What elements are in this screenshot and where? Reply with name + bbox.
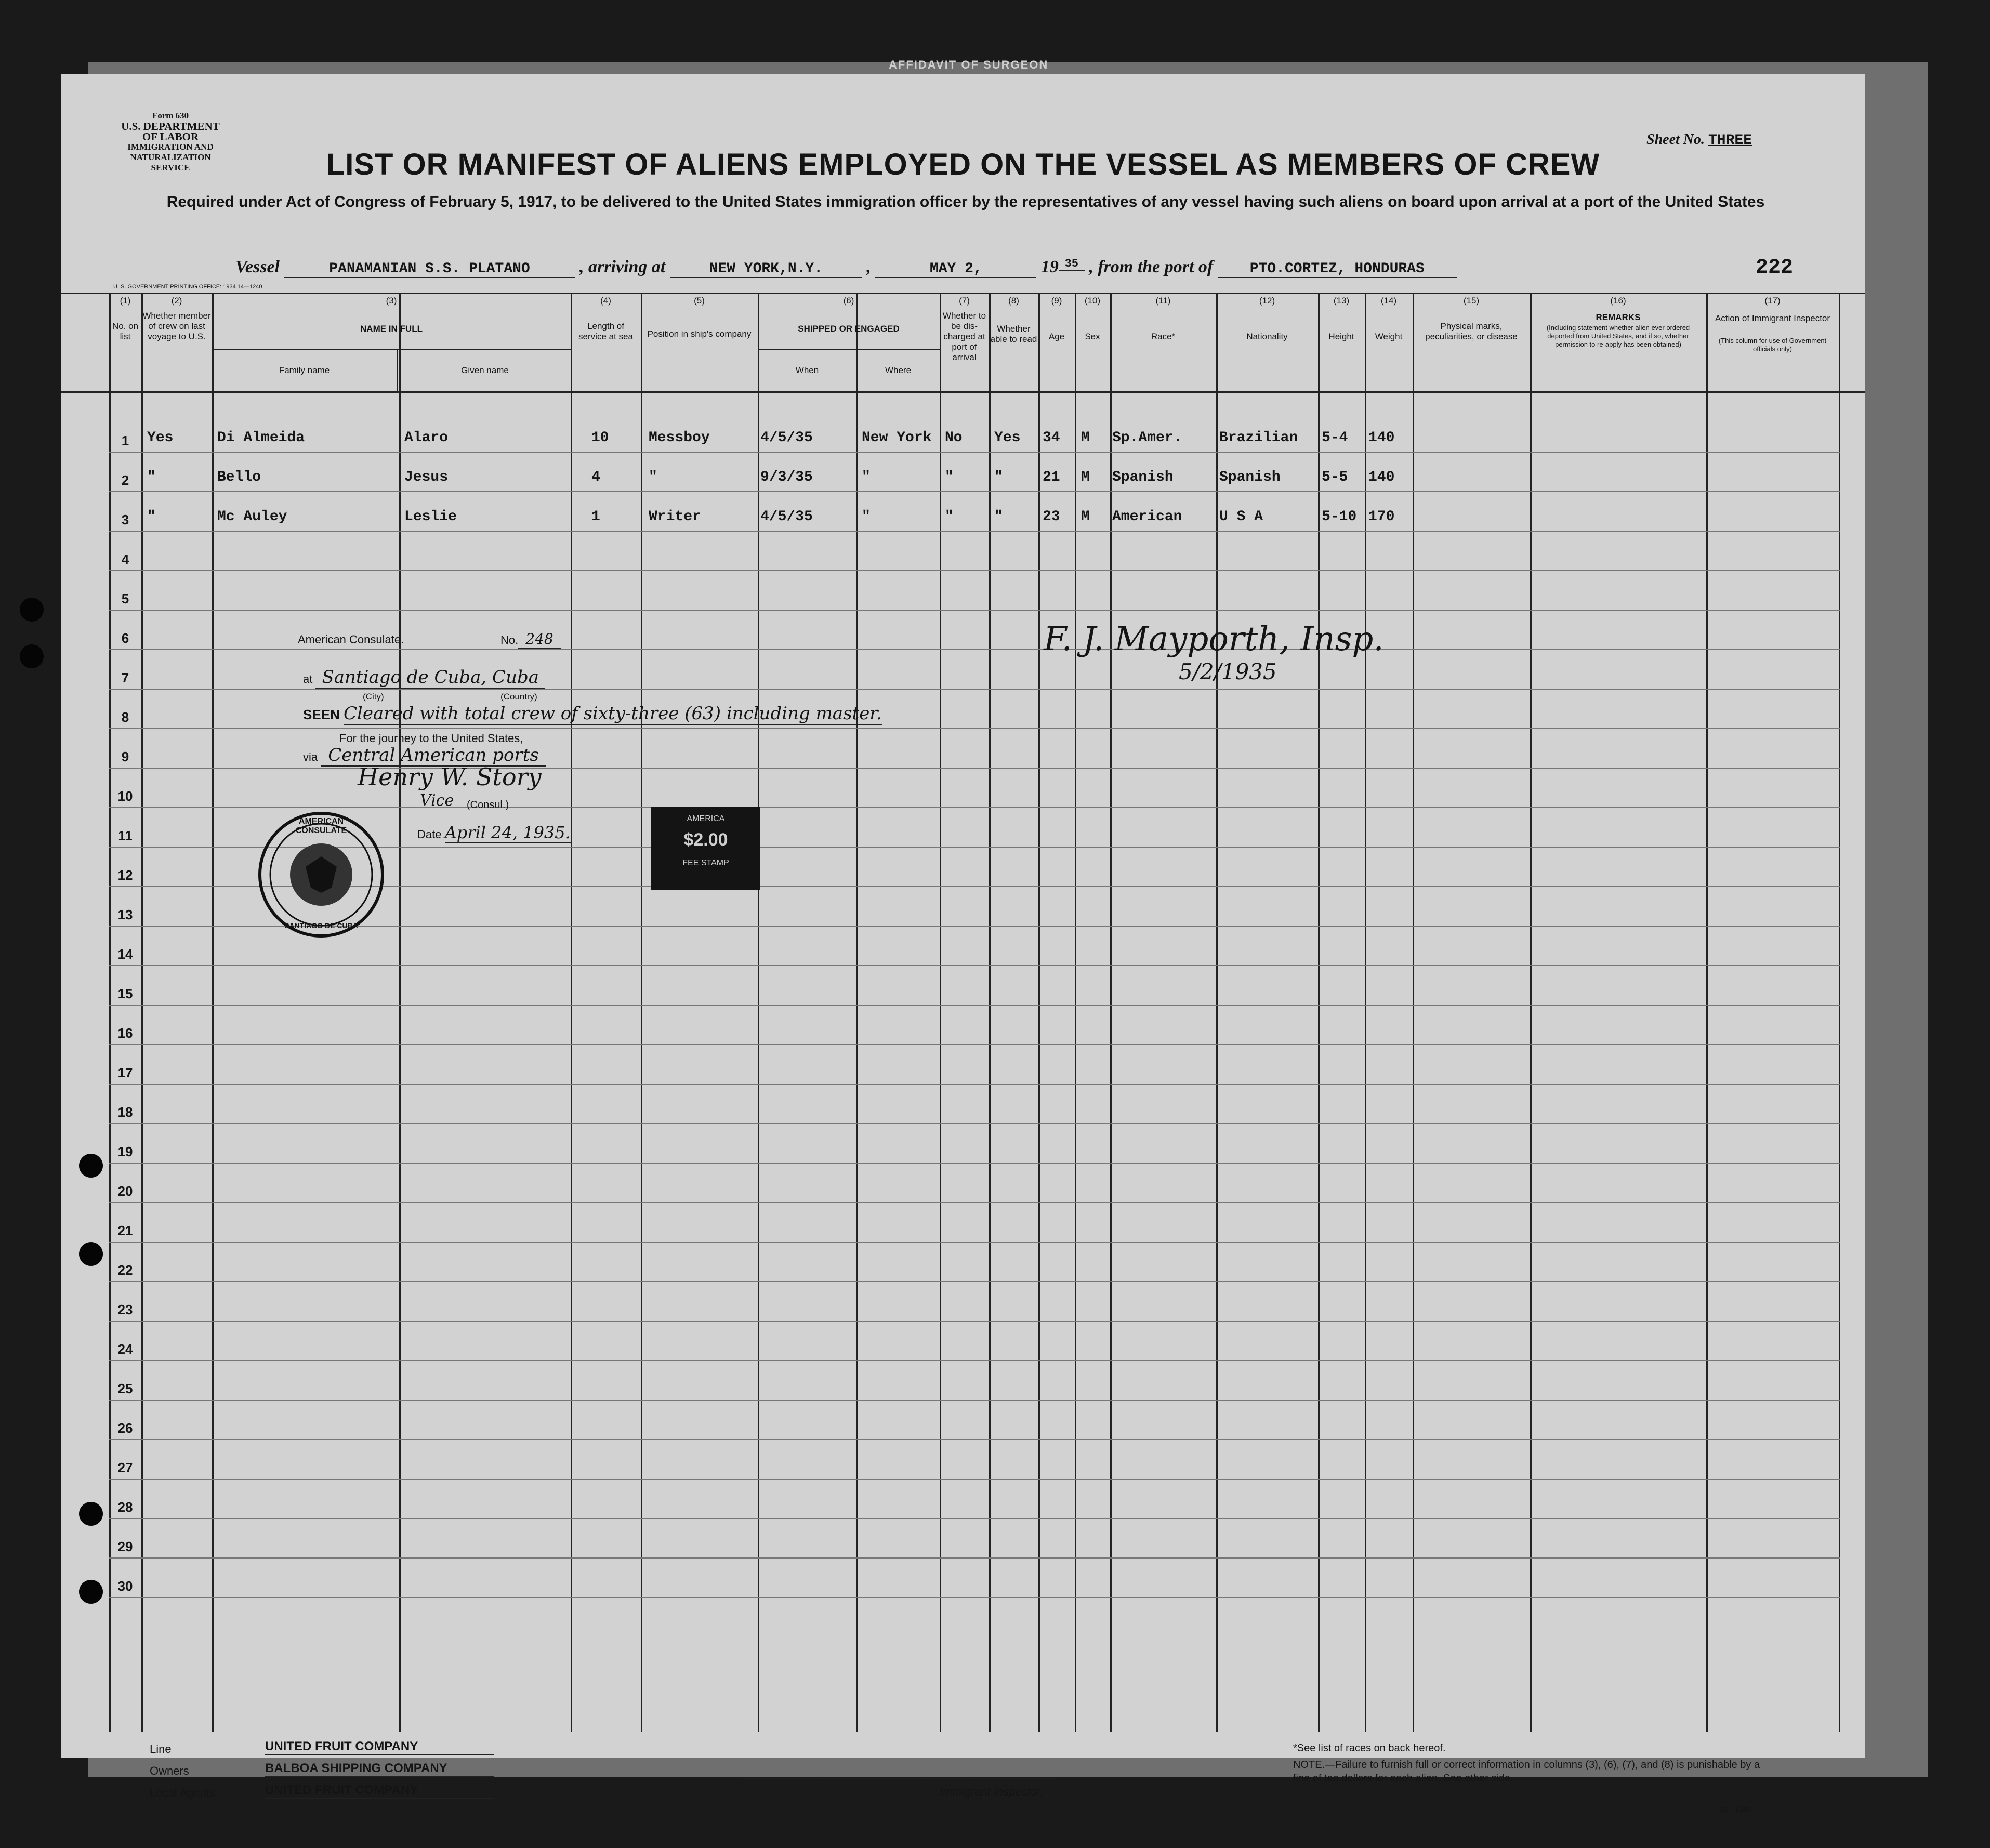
cell-crew: Yes: [147, 430, 174, 446]
row-number: 24: [117, 1341, 133, 1357]
row-rule: [109, 649, 1840, 650]
consul-country: (Country): [500, 692, 537, 702]
journey-label: For the journey to the United States,: [339, 732, 523, 745]
row-number: 17: [117, 1065, 133, 1080]
hdr-sex: Sex: [1085, 332, 1100, 341]
row-number: 27: [117, 1460, 133, 1475]
cell-family: Bello: [217, 469, 261, 485]
row-number: 21: [117, 1223, 133, 1238]
row-number: 18: [117, 1104, 133, 1120]
cell-race: American: [1112, 509, 1182, 525]
row-number: 13: [117, 907, 133, 922]
hdr-height: Height: [1328, 332, 1354, 341]
cell-when: 9/3/35: [760, 469, 813, 485]
form-number: Form 630: [152, 111, 189, 121]
row-rule: [109, 728, 1840, 729]
consul-title: (Consul.): [467, 799, 509, 811]
seen-value: Cleared with total crew of sixty-three (63) including master.: [344, 703, 882, 724]
col-num-15: (15): [1463, 296, 1480, 306]
col-num-3: (3): [386, 296, 397, 306]
cell-length: 4: [591, 469, 600, 485]
via-line: [303, 745, 546, 765]
top-caption: AFFIDAVIT OF SURGEON: [889, 58, 1049, 71]
cell-position: ": [649, 469, 657, 485]
footer-owners-label: Owners: [150, 1764, 189, 1777]
sheet-value: THREE: [1708, 133, 1752, 149]
cell-race: Sp.Amer.: [1112, 430, 1182, 446]
row-rule: [109, 1242, 1840, 1243]
hdr-name-in-full: NAME IN FULL: [360, 324, 423, 334]
inspector-date: 5/2/1935: [1179, 659, 1277, 684]
row-rule: [109, 1202, 1840, 1203]
col-num-14: (14): [1380, 296, 1397, 306]
cell-where: New York: [862, 430, 932, 446]
cell-family: Di Almeida: [217, 430, 305, 446]
row-rule: [109, 610, 1840, 611]
cell-when: 4/5/35: [760, 430, 813, 446]
col-num-4: (4): [600, 296, 611, 306]
crew-table: [61, 293, 1865, 1732]
cell-height: 5-4: [1322, 430, 1348, 446]
punch-hole: [79, 1580, 103, 1604]
sheet-number: [1646, 131, 1752, 149]
cell-where: ": [862, 469, 871, 485]
cell-length: 1: [591, 509, 600, 525]
consul-no: [500, 630, 561, 648]
cell-given: Alaro: [404, 430, 449, 446]
cell-nationality: U S A: [1219, 509, 1263, 525]
arriving-value: NEW YORK,N.Y.: [670, 261, 862, 278]
manifest-sheet: [61, 74, 1865, 1813]
row-rule: [109, 452, 1840, 453]
row-number: 2: [121, 472, 129, 488]
cell-discharged: ": [945, 509, 954, 525]
row-rule: [109, 1005, 1840, 1006]
arriving-label: , arriving at: [579, 257, 666, 276]
col-num-13: (13): [1333, 296, 1350, 306]
year-value: 35: [1059, 257, 1085, 271]
cell-length: 10: [591, 430, 609, 446]
col-num-16: (16): [1610, 296, 1626, 306]
row-rule: [109, 1084, 1840, 1085]
row-rule: [109, 1518, 1840, 1519]
row-number: 28: [117, 1499, 133, 1515]
col-num-2: (2): [171, 296, 182, 306]
hdr-where: Where: [885, 365, 912, 375]
cell-given: Leslie: [404, 509, 457, 525]
hdr-when: When: [795, 365, 819, 375]
row-number: 9: [121, 749, 129, 764]
department: U.S. DEPARTMENT OF LABOR: [121, 120, 220, 143]
col-num-12: (12): [1259, 296, 1275, 306]
footer-agents-label: Local Agents: [150, 1786, 215, 1799]
row-number: 5: [121, 591, 129, 606]
row-number: 7: [121, 670, 129, 685]
consul-at-value: Santiago de Cuba, Cuba: [315, 667, 545, 689]
row-number: 23: [117, 1302, 133, 1317]
row-number: 1: [121, 433, 129, 448]
cell-height: 5-5: [1322, 469, 1348, 485]
hdr-family-name: Family name: [279, 365, 330, 375]
consul-no-value: 248: [518, 630, 560, 649]
row-number: 29: [117, 1539, 133, 1554]
from-port: PTO.CORTEZ, HONDURAS: [1218, 261, 1457, 278]
row-rule: [109, 1044, 1840, 1045]
col-num-6: (6): [843, 296, 854, 306]
col-num-9: (9): [1051, 296, 1062, 306]
punch-hole: [79, 1154, 103, 1178]
cell-crew: ": [147, 509, 156, 525]
stamp-top: AMERICA: [687, 814, 725, 823]
col-num-11: (11): [1155, 296, 1171, 306]
cell-when: 4/5/35: [760, 509, 813, 525]
inspector-signature: F. J. Mayporth, Insp.: [1044, 620, 1384, 658]
row-number: 3: [121, 512, 129, 527]
arrival-date: MAY 2,: [875, 261, 1036, 278]
cell-sex: M: [1081, 430, 1090, 446]
cell-weight: 140: [1368, 469, 1395, 485]
row-number: 6: [121, 630, 129, 646]
consulate-label: American Consulate.: [298, 633, 404, 646]
col-num-10: (10): [1084, 296, 1101, 306]
row-number: 15: [117, 986, 133, 1001]
row-number: 12: [117, 867, 133, 883]
cell-read: ": [994, 469, 1003, 485]
row-rule: [109, 1360, 1840, 1361]
row-rule: [109, 491, 1840, 492]
col-num-8: (8): [1008, 296, 1019, 306]
cell-given: Jesus: [404, 469, 449, 485]
consulate-seal: [256, 810, 386, 940]
fee-stamp: [651, 807, 760, 890]
races-note: *See list of races on back hereof.: [1293, 1743, 1446, 1754]
footer-owners-value: BALBOA SHIPPING COMPANY: [265, 1761, 494, 1777]
cell-nationality: Spanish: [1219, 469, 1281, 485]
hdr-race: Race*: [1151, 332, 1176, 341]
punch-hole: [20, 644, 44, 668]
row-number: 16: [117, 1025, 133, 1041]
service: IMMIGRATION AND NATURALIZATION SERVICE: [127, 142, 214, 173]
row-rule: [109, 531, 1840, 532]
cell-race: Spanish: [1112, 469, 1174, 485]
col-num-17: (17): [1764, 296, 1781, 306]
hdr-action: Action of Immigrant Inspector: [1715, 313, 1830, 323]
stamp-bottom: FEE STAMP: [682, 859, 729, 867]
seal-subtext: SANTIAGO DE CUBA: [284, 921, 358, 930]
footer-line-value: UNITED FRUIT COMPANY: [265, 1739, 494, 1755]
punch-hole: [79, 1242, 103, 1266]
consul-city: (City): [363, 692, 384, 702]
vessel-label: Vessel: [235, 257, 280, 276]
row-rule: [109, 1597, 1840, 1598]
via-label: via: [303, 750, 318, 763]
hdr-position: Position in ship's company: [647, 329, 752, 339]
row-rule: [109, 965, 1840, 966]
via-value: Central American ports: [321, 745, 546, 767]
from-label: , from the port of: [1089, 257, 1214, 276]
row-number: 4: [121, 551, 129, 567]
row-number: 10: [117, 788, 133, 804]
vessel-line: Vessel PANAMANIAN S.S. PLATANO , arriving at NEW YORK,N.Y. , MAY 2, 19 35 , from the port of PTO.CORTEZ, HONDURAS: [235, 257, 1457, 268]
cell-nationality: Brazilian: [1219, 430, 1298, 446]
page-title: LIST OR MANIFEST OF ALIENS EMPLOYED ON THE VESSEL AS MEMBERS OF CREW: [326, 148, 1600, 181]
row-number: 25: [117, 1381, 133, 1396]
cell-crew: ": [147, 469, 156, 485]
cell-sex: M: [1081, 509, 1090, 525]
cell-age: 34: [1043, 430, 1060, 446]
row-rule: [109, 1163, 1840, 1164]
cell-family: Mc Auley: [217, 509, 287, 525]
cell-read: ": [994, 509, 1003, 525]
row-rule: [109, 1321, 1840, 1322]
row-number: 26: [117, 1420, 133, 1436]
hdr-given-name: Given name: [461, 365, 509, 375]
cell-age: 23: [1043, 509, 1060, 525]
hdr-able-read: Whether able to read: [990, 324, 1037, 344]
cell-height: 5-10: [1322, 509, 1357, 525]
hdr-weight: Weight: [1375, 332, 1403, 341]
consul-date-label: Date: [417, 828, 442, 841]
consul-at: [303, 667, 545, 688]
printing-note: U. S. GOVERNMENT PRINTING OFFICE: 1934 14—1240: [113, 284, 262, 290]
row-number: 8: [121, 709, 129, 725]
row-rule: [109, 807, 1840, 808]
hdr-discharged: Whether to be dis-charged at port of arrival: [942, 311, 986, 362]
cell-where: ": [862, 509, 871, 525]
footer-agents-value: UNITED FRUIT COMPANY: [265, 1783, 494, 1799]
cell-weight: 140: [1368, 430, 1395, 446]
consul-no-label: No.: [500, 633, 519, 646]
row-rule: [109, 570, 1840, 571]
hdr-remarks-sub: (Including statement whether alien ever ordered deported from United States, and if so, whether permission to re-apply has been obtained): [1546, 324, 1690, 348]
form-code: 14—1240: [1719, 1805, 1751, 1813]
cell-read: Yes: [994, 430, 1021, 446]
cell-age: 21: [1043, 469, 1060, 485]
punch-hole: [20, 598, 44, 622]
hdr-age: Age: [1048, 332, 1065, 341]
seal-text: AMERICAN CONSULATE: [295, 817, 347, 835]
row-rule: [109, 1557, 1840, 1559]
hdr-no-on-list: No. on list: [112, 321, 139, 341]
seen-line: [303, 703, 882, 724]
consul-date-value: April 24, 1935.: [444, 823, 571, 842]
hdr-remarks: REMARKS: [1596, 312, 1641, 322]
row-number: 19: [117, 1144, 133, 1159]
vice-label: Vice: [420, 791, 454, 810]
inspector-label: Immigrant Inspector.: [940, 1785, 1044, 1798]
seen-label: SEEN: [303, 707, 340, 722]
consul-at-label: at: [303, 672, 313, 685]
cell-discharged: No: [945, 430, 963, 446]
row-number: 22: [117, 1262, 133, 1278]
hdr-action-sub: (This column for use of Government officials only): [1718, 337, 1827, 353]
hdr-nationality: Nationality: [1246, 332, 1288, 341]
row-rule: [109, 1479, 1840, 1480]
cell-discharged: ": [945, 469, 954, 485]
header-top-rule: [61, 293, 1865, 294]
row-rule: [109, 1400, 1840, 1401]
stamp-value: $2.00: [683, 830, 728, 850]
cell-position: Messboy: [649, 430, 710, 446]
year-prefix: 19: [1040, 257, 1059, 276]
hdr-physical: Physical marks, peculiarities, or disease: [1425, 321, 1518, 341]
vessel-value: PANAMANIAN S.S. PLATANO: [284, 261, 575, 278]
cell-weight: 170: [1368, 509, 1395, 525]
footer-line-label: Line: [150, 1743, 172, 1755]
hdr-shipped: SHIPPED OR ENGAGED: [798, 324, 900, 334]
header-bottom-rule: [61, 391, 1865, 393]
row-number: 30: [117, 1578, 133, 1594]
col-num-5: (5): [694, 296, 705, 306]
consul-date: [417, 823, 571, 842]
row-number: 11: [118, 828, 133, 843]
cell-sex: M: [1081, 469, 1090, 485]
sheet-label: Sheet No.: [1646, 131, 1705, 148]
row-number: 20: [117, 1183, 133, 1199]
fine-note: NOTE.—Failure to furnish full or correct information in columns (3), (6), (7), and (8) is punishable by a fine of ten dollars for each alien. See other side.: [1293, 1759, 1760, 1784]
row-rule: [109, 1123, 1840, 1124]
punch-hole: [79, 1502, 103, 1526]
cell-position: Writer: [649, 509, 701, 525]
row-number: 14: [117, 946, 133, 962]
hdr-length-service: Length of service at sea: [578, 321, 633, 341]
col-num-7: (7): [959, 296, 970, 306]
row-rule: [109, 1281, 1840, 1282]
row-rule: [109, 1439, 1840, 1440]
col-num-1: (1): [120, 296, 131, 306]
row-rule: [109, 689, 1840, 690]
page-number: 222: [1756, 256, 1794, 280]
page-subtitle: Required under Act of Congress of February 5, 1917, to be delivered to the United States immigration officer by the representatives of any vessel having such aliens on board upon arrival at a port of the United States: [166, 193, 1765, 210]
hdr-crew-last-voyage: Whether member of crew on last voyage to U.S.: [142, 311, 211, 341]
consul-signature: Henry W. Story: [358, 763, 542, 791]
